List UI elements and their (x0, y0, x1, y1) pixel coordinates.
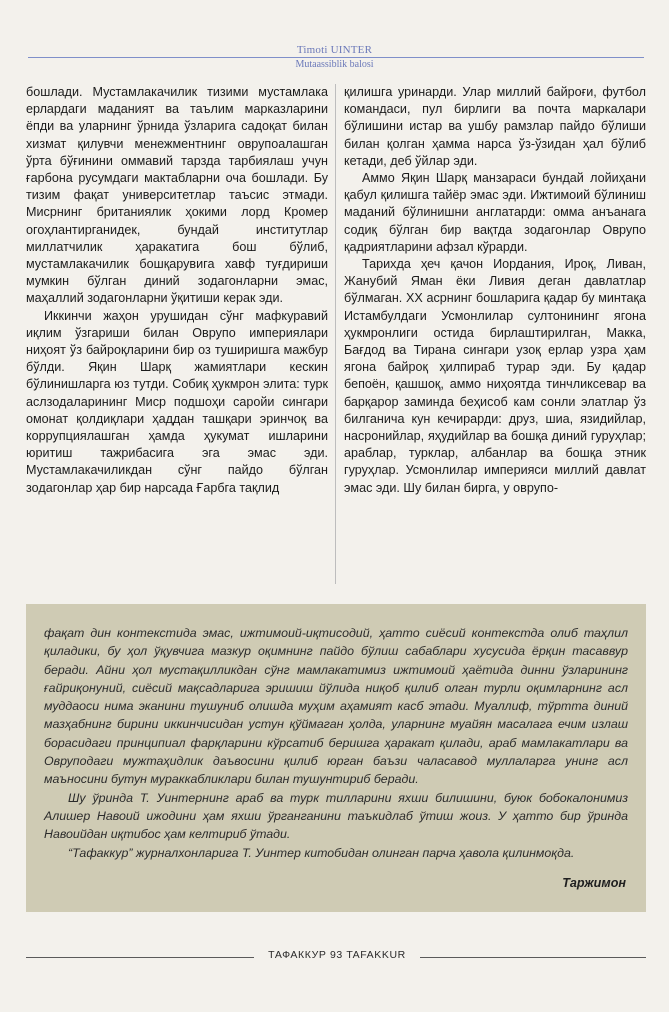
footer-rule-right (420, 957, 646, 958)
footer-page-label: ТАФАККУР 93 TAFAKKUR (268, 949, 406, 961)
body-columns (26, 84, 646, 584)
right-paragraph-3: Тарихда ҳеч қачон Иордания, Ироқ, Ливан, Жанубий Яман ёки Ливия деган давлатлар бўлмаган. XX асрнинг бошларига қадар бу минтақа Истамбулдаги Усмонлилар султонининг ягона ҳукмронлиги остида бирлаштирилган, Макка, Бағдод ва Тирана сингари узоқ ерлар узра ҳам ягона байроқ ҳилпираб турар эди. Бу қадар бепоён, қашшоқ, аммо ниҳоятда тинчликсевар ва барқарор заминда беҳисоб кам сонли элатлар ўз билганича кун кечирарди: друз, шиа, язидийлар, насронийлар, яҳудийлар ва бошқа диний гуруҳлар; араблар, турклар, албанлар ва бошқа этник гуруҳлар. Усмонлилар империяси миллий давлат эмас эди. Шу билан бирга, у оврупо- (344, 257, 646, 495)
column-divider (335, 84, 336, 584)
running-head-author: Timoti UINTER (296, 44, 373, 56)
running-head-title: Mutaassiblik balosi (295, 59, 374, 70)
note-paragraph-3: “Тафаккур” журналхонларига Т. Уинтер китобидан олинган парча ҳавола қилинмоқда. (68, 845, 575, 860)
right-paragraph-1: қилишга уринарди. Улар миллий байроғи, футбол командаси, пул бирлиги ва почта маркалари бўлишини истар ва ушбу рамзлар пайдо бўлиши билан қолган ҳамма нарса ўз-ўзидан ҳал бўлиб кетади, деб ўйлар эди. (344, 85, 646, 168)
left-column (26, 84, 328, 497)
header-rule (28, 57, 644, 58)
note-paragraph-1: фақат дин контекстида эмас, ижтимоий-иқтисодий, ҳатто сиёсий контекстда олиб таҳлил қиладики, бу ҳол ўқувчига мазкур оқимнинг пайдо бўлиш сабаблари хусусида ёрқин тасаввур беради. Айни ҳол мустақилликдан сўнг мамлакатимиз ижтимоий ҳаётида динни ўзларининг ғайриқонуний, сиёсий мақсадларига эришиш йўлида ниқоб қилиб олган турли оқимларнинг асл муддаоси нима эканини тушуниб олишда муҳим аҳамият касб этади. Муаллиф, тўртта диний мазҳабнинг бирини иккинчисидан устун қўймаган ҳолда, уларнинг муайян масалага ечим излаш борасидаги принципиал фарқларини кўрсатиб беришга ҳаракат қилади, араб мамлакатлари ва Овруподаги мужтаҳидлик даъвосини қилиб юрган баъзи чаласавод муллаларга унинг асл маъносини бутун мураккабликлари билан тушунтириб беради. (44, 626, 628, 787)
right-column (344, 84, 646, 497)
note-paragraph-2: Шу ўринда Т. Уинтернинг араб ва турк тилларини яхши билишини, буюк бобокалонимиз Алишер Навоий ижодини ҳам яхши ўрганганини таъкидлаб ўтиш жоиз. У ҳатто бир ўринда Навоийдан иқтибос ҳам келтириб ўтади. (44, 790, 628, 842)
right-paragraph-2: Аммо Яқин Шарқ манзараси бундай лойиҳани қабул қилишга тайёр эмас эди. Ижтимоий бўлиниш маданий бўлинишни англатарди: омма анъанага содиқ бўлган бир вақтда зодагонлар Оврупо қадриятларини афзал кўрарди. (344, 171, 646, 254)
translator-signature: Таржимон (562, 876, 626, 890)
footer-rule-left (26, 957, 254, 958)
left-paragraph-1: бошлади. Мустамлакачилик тизими мустамлака ерлардаги маданият ва таълим марказларини ёпди ва уларнинг ўрнида ўзларига садоқат билан хизмат қилувчи менежментнинг оврупоалашган ўрта бўғинини оммавий тарзда тарбиялаш учун ғарбона русумдаги мактабларни оча бошлади. Бу тизим фақат университетлар таъсис этмади. Мисрнинг британиялик ҳокими лорд Кромер огоҳлантирганидек, бундай институтлар миллатчилик ҳаракатига бош бўлиб, мустамлакачилик бошқарувига хавф туғдириши мумкин бўлган диний зодагонларни эмас, маҳаллий зодагонларни ўқитиши керак эди. (26, 85, 328, 306)
translator-note-text (44, 624, 628, 862)
left-paragraph-2: Иккинчи жаҳон урушидан сўнг мафкуравий иқлим ўзгариши билан Оврупо империялари ниҳоят ўз байроқларини бир оз туширишга мажбур бўлди. Яқин Шарқ жамиятлари кескин бўлинишларга юз тутди. Собиқ ҳукмрон элита: турк аслзодаларининг Миср подшоҳи саройи сингари омонат қолдиқлари ҳаддан ташқари эринчоқ ва коррупциялашган ҳамда ҳукумат ишларини юритиш тажрибасига эга эмас эди. Мустамлакачиликдан сўнг пайдо бўлган зодагонлар ҳар бир нарсада Ғарбга тақлид (26, 308, 328, 495)
translator-note-box (26, 604, 646, 912)
